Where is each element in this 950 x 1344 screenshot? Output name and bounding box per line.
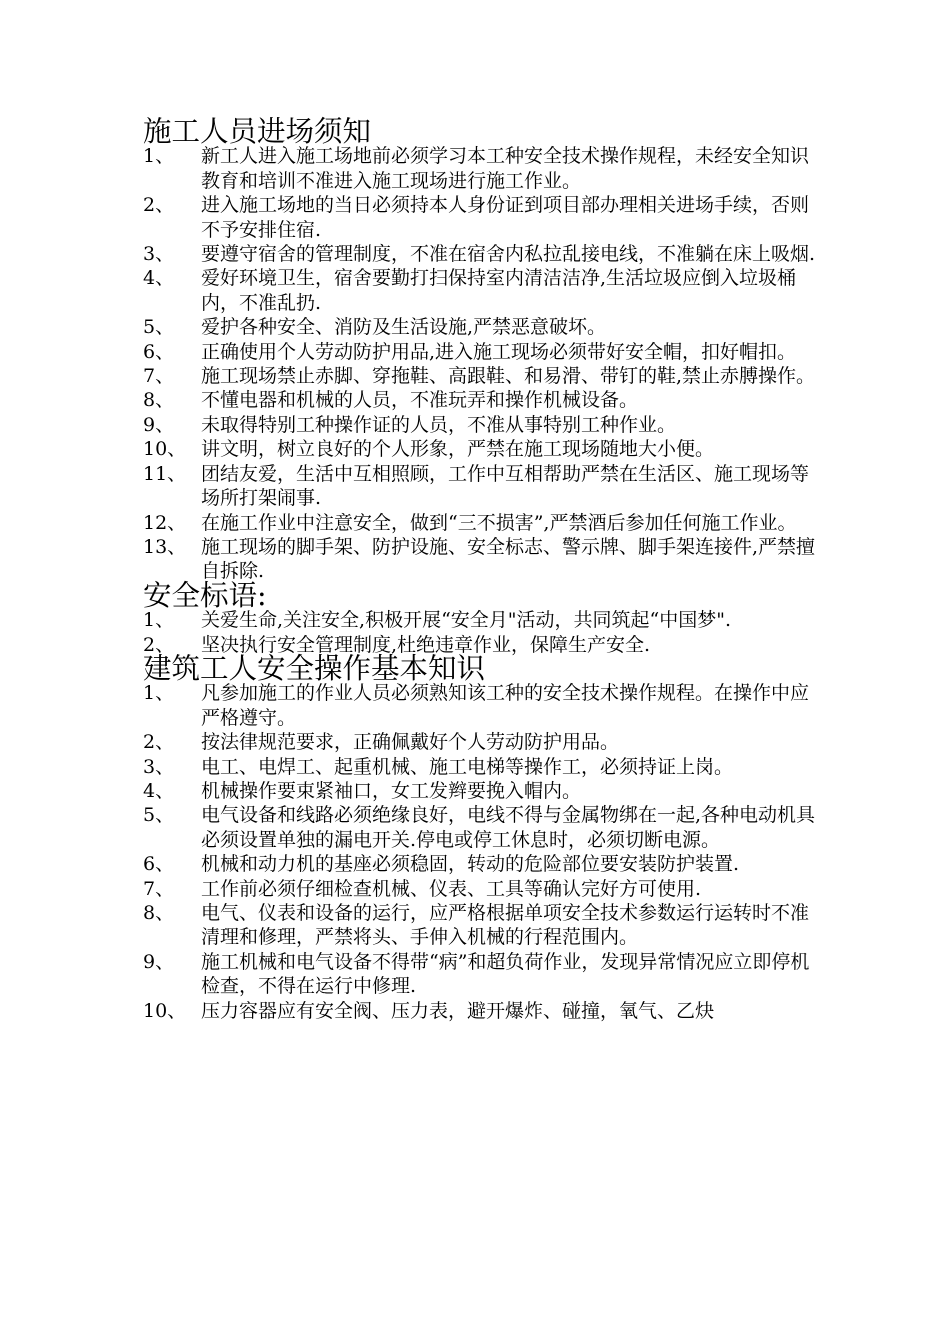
list-item: [143, 901, 823, 950]
section-worker-safety-basics: [143, 651, 823, 1023]
item-text: 工作前必须仔细检查机械、仪表、工具等确认完好方可使用.: [201, 877, 702, 900]
list-item: [143, 535, 823, 584]
list-item: [143, 999, 823, 1023]
item-text: 电气、仪表和设备的运行，应严格根据单项安全技术参数运行运转时不准清理和修理，严禁将头、手伸入机械的行程范围内。: [201, 902, 810, 949]
item-number: 7、: [143, 365, 175, 388]
list-item: [143, 779, 823, 803]
list-item: [143, 681, 823, 730]
item-number: 6、: [143, 340, 175, 363]
item-number: 2、: [143, 633, 175, 656]
item-number: 1、: [143, 145, 175, 168]
item-text: 电气设备和线路必须绝缘良好，电线不得与金属物绑在一起,各种电动机具必须设置单独的漏电开关.停电或停工休息时，必须切断电源。: [201, 804, 816, 851]
list-item: [143, 730, 823, 754]
section-title: 安全标语:: [143, 578, 267, 612]
item-number: 5、: [143, 804, 175, 827]
item-text: 新工人进入施工场地前必须学习本工种安全技术操作规程，未经安全知识教育和培训不准进入施工现场进行施工作业。: [201, 145, 810, 192]
list-item: [143, 413, 823, 437]
item-text: 未取得特别工种操作证的人员，不准从事特别工种作业。: [201, 413, 677, 436]
list-item: [143, 144, 823, 193]
item-text: 正确使用个人劳动防护用品,进入施工现场必须带好安全帽，扣好帽扣。: [201, 340, 797, 363]
item-number: 10、: [143, 999, 187, 1022]
item-number: 1、: [143, 682, 175, 705]
item-number: 3、: [143, 755, 175, 778]
item-number: 5、: [143, 316, 175, 339]
item-text: 要遵守宿舍的管理制度，不准在宿舍内私拉乱接电线，不准躺在床上吸烟.: [201, 243, 816, 266]
item-number: 11、: [143, 462, 187, 485]
section-title: 建筑工人安全操作基本知识: [143, 651, 486, 685]
list-item: [143, 388, 823, 412]
item-number: 4、: [143, 779, 175, 802]
list-item: [143, 877, 823, 901]
list-item: [143, 437, 823, 461]
item-text: 关爱生命,关注安全,积极开展“安全月"活动，共同筑起“中国梦".: [201, 609, 732, 632]
section-title: 施工人员进场须知: [143, 115, 372, 148]
item-list: [143, 144, 823, 583]
item-number: 9、: [143, 950, 175, 973]
list-item: [143, 462, 823, 511]
item-number: 7、: [143, 877, 175, 900]
section-entry-notice: [143, 115, 823, 584]
item-number: 2、: [143, 731, 175, 754]
item-text: 讲文明，树立良好的个人形象，严禁在施工现场随地大小便。: [201, 438, 715, 461]
item-text: 电工、电焊工、起重机械、施工电梯等操作工，必须持证上岗。: [201, 755, 734, 778]
item-text: 施工现场禁止赤脚、穿拖鞋、高跟鞋、和易滑、带钉的鞋,禁止赤膊操作。: [201, 365, 816, 388]
list-item: [143, 608, 823, 632]
list-item: [143, 803, 823, 852]
item-number: 13、: [143, 535, 187, 558]
item-text: 不懂电器和机械的人员，不准玩弄和操作机械设备。: [201, 389, 639, 412]
item-text: 按法律规范要求，正确佩戴好个人劳动防护用品。: [201, 731, 620, 754]
list-item: [143, 364, 823, 388]
item-text: 压力容器应有安全阀、压力表，避开爆炸、碰撞，氧气、乙炔: [201, 999, 715, 1022]
list-item: [143, 511, 823, 535]
item-number: 4、: [143, 267, 175, 290]
item-number: 2、: [143, 194, 175, 217]
item-number: 8、: [143, 902, 175, 924]
list-item: [143, 242, 823, 266]
item-number: 12、: [143, 511, 187, 534]
item-number: 6、: [143, 853, 175, 876]
item-number: 9、: [143, 413, 175, 436]
list-item: [143, 315, 823, 339]
list-item: [143, 193, 823, 242]
item-number: 1、: [143, 609, 175, 632]
item-text: 施工机械和电气设备不得带“病”和超负荷作业，发现异常情况应立即停机检查，不得在运行中修理.: [201, 950, 810, 998]
item-text: 凡参加施工的作业人员必须熟知该工种的安全技术操作规程。在操作中应严格遵守。: [201, 682, 810, 729]
item-text: 施工现场的脚手架、防护设施、安全标志、警示牌、脚手架连接件,严禁擅自拆除.: [201, 535, 816, 583]
item-list: [143, 608, 823, 657]
item-text: 进入施工场地的当日必须持本人身份证到项目部办理相关进场手续，否则不予安排住宿.: [201, 194, 810, 241]
item-text: 爱护各种安全、消防及生活设施,严禁恶意破坏。: [201, 316, 607, 339]
item-text: 机械和动力机的基座必须稳固，转动的危险部位要安装防护装置.: [201, 853, 740, 876]
list-item: [143, 755, 823, 779]
item-number: 3、: [143, 243, 175, 266]
item-number: 8、: [143, 389, 175, 412]
item-text: 爱好环境卫生，宿舍要勤打扫保持室内清洁洁净,生活垃圾应倒入垃圾桶内，不准乱扔.: [201, 267, 797, 314]
item-text: 在施工作业中注意安全，做到“三不损害”,严禁酒后参加任何施工作业。: [201, 511, 797, 534]
item-text: 机械操作要束紧袖口，女工发辫要挽入帽内。: [201, 779, 582, 802]
list-item: [143, 852, 823, 876]
item-list: [143, 681, 823, 1023]
item-number: 10、: [143, 438, 187, 461]
list-item: [143, 266, 823, 315]
list-item: [143, 340, 823, 364]
document-body: [143, 115, 823, 1023]
item-text: 坚决执行安全管理制度,杜绝违章作业，保障生产安全.: [201, 633, 651, 656]
section-safety-slogans: [143, 578, 823, 657]
item-text: 团结友爱，生活中互相照顾，工作中互相帮助严禁在生活区、施工现场等场所打架闹事.: [201, 462, 810, 510]
list-item: [143, 950, 823, 999]
